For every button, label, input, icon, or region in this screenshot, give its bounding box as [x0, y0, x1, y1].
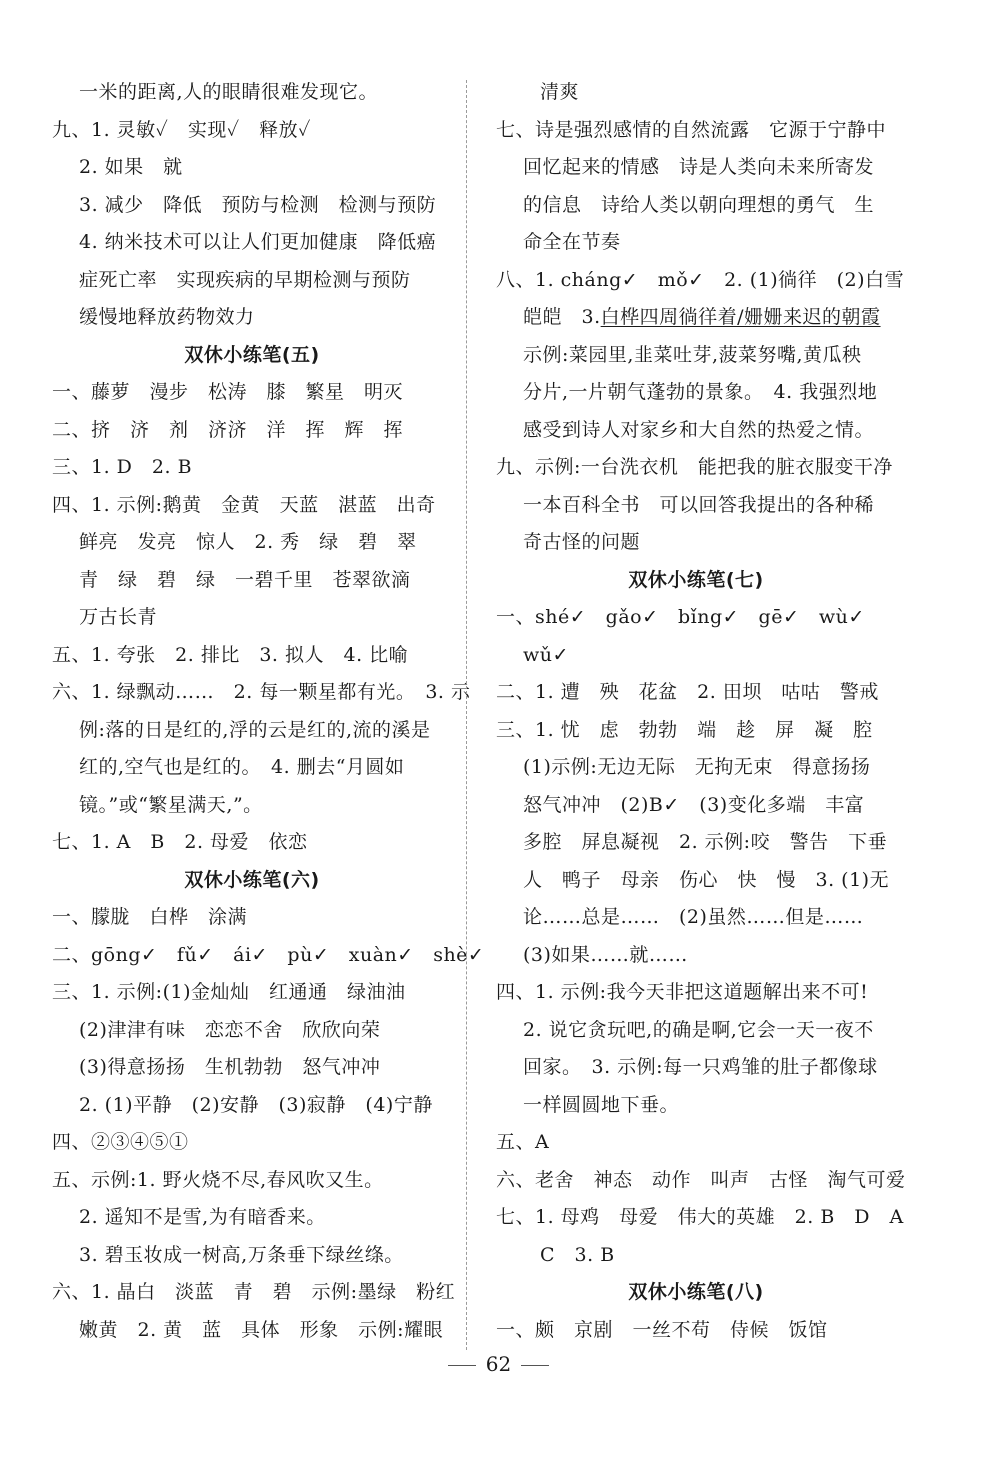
text-line: 九、示例:一台洗衣机 能把我的脏衣服变干净 [496, 456, 893, 478]
text-line: 的信息 诗给人类以朝向理想的勇气 生 [523, 193, 875, 216]
dash-right [521, 1365, 549, 1366]
text-line: 3. 碧玉妆成一树高,万条垂下绿丝绦。 [79, 1243, 404, 1266]
text-line: 红的,空气也是红的。 4. 删去“月圆如 [79, 756, 405, 778]
text-line [496, 299, 896, 337]
column-divider [466, 80, 467, 1350]
text-line: 怒气冲冲 (2)B✓ (3)变化多端 丰富 [523, 793, 865, 816]
text-line: 三、1. 忧 虑 勃勃 端 趁 屏 凝 腔 [496, 718, 873, 741]
text-line: 论……总是…… (2)虽然……但是…… [523, 906, 864, 928]
text-line: 万古长青 [79, 606, 158, 628]
text-line: 一米的距离,人的眼睛很难发现它。 [79, 81, 379, 103]
section-heading: 双休小练笔(五) [184, 343, 320, 366]
text-fragment: 皑皑 3. [523, 306, 601, 328]
text-line: 二、1. 遭 殃 花盆 2. 田坝 咕咕 警戒 [496, 681, 879, 703]
text-line: 鲜亮 发亮 惊人 2. 秀 绿 碧 翠 [79, 531, 417, 553]
text-line: 2. 说它贪玩吧,的确是啊,它会一天一夜不 [523, 1018, 874, 1041]
text-line: 清爽 [540, 81, 580, 103]
text-line: 镜。”或“繁星满天,”。 [79, 793, 263, 816]
text-line: 2. 如果 就 [79, 156, 183, 178]
section-heading: 双休小练笔(七) [628, 568, 764, 591]
text-line: 三、1. D 2. B [52, 456, 193, 478]
text-line: 命全在节奏 [523, 231, 621, 253]
text-line: 一本百科全书 可以回答我提出的各种稀 [523, 493, 875, 516]
text-line: 一、朦胧 白桦 涂满 [52, 906, 248, 928]
text-line: 缓慢地释放药物效力 [79, 306, 255, 328]
text-line: 分片,一片朝气蓬勃的景象。 4. 我强烈地 [523, 381, 878, 403]
text-line: 多腔 屏息凝视 2. 示例:咬 警告 下垂 [523, 831, 888, 853]
text-line: 二、gōng✓ fǔ✓ ái✓ pù✓ xuàn✓ shè✓ [52, 943, 485, 966]
text-line: 4. 纳米技术可以让人们更加健康 降低癌 [79, 231, 437, 253]
text-line: 奇古怪的问题 [523, 531, 641, 553]
text-line: (3)如果……就…… [523, 943, 688, 966]
text-line: (1)示例:无边无际 无拘无束 得意扬扬 [523, 756, 871, 778]
text-line: 例:落的日是红的,浮的云是红的,流的溪是 [79, 718, 431, 741]
section-heading: 双休小练笔(八) [628, 1281, 764, 1303]
underlined-answer: 白桦四周徜徉着/姗姗来迟的朝霞 [600, 306, 881, 328]
text-line: 嫩黄 2. 黄 蓝 具体 形象 示例:耀眼 [79, 1318, 444, 1341]
left-column [52, 74, 485, 1349]
text-line: 人 鸭子 母亲 伤心 快 慢 3. (1)无 [523, 868, 890, 891]
text-line: 青 绿 碧 绿 一碧千里 苍翠欲滴 [79, 568, 411, 591]
text-line: 五、示例:1. 野火烧不尽,春风吹又生。 [52, 1168, 384, 1191]
section-heading: 双休小练笔(六) [184, 868, 320, 891]
text-line: (3)得意扬扬 生机勃勃 怒气冲冲 [79, 1056, 381, 1078]
text-line: 四、②③④⑤① [52, 1131, 189, 1153]
text-line: 五、1. 夸张 2. 排比 3. 拟人 4. 比喻 [52, 643, 409, 666]
text-line: 症死亡率 实现疾病的早期检测与预防 [79, 268, 411, 291]
text-line: 七、诗是强烈感情的自然流露 它源于宁静中 [496, 118, 887, 141]
text-line: 回忆起来的情感 诗是人类向未来所寄发 [523, 156, 875, 178]
text-line: 感受到诗人对家乡和大自然的热爱之情。 [523, 418, 875, 441]
text-line: 2. 遥知不是雪,为有暗香来。 [79, 1206, 326, 1228]
text-line: 五、A [496, 1131, 550, 1153]
text-line: wǔ✓ [523, 643, 569, 666]
text-line: 七、1. A B 2. 母爱 依恋 [52, 831, 308, 853]
text-line: 回家。 3. 示例:每一只鸡雏的肚子都像球 [523, 1056, 878, 1078]
text-line: 一、shé✓ gǎo✓ bǐng✓ gē✓ wù✓ [496, 606, 865, 628]
text-line: 二、挤 济 剂 济济 洋 挥 辉 挥 [52, 418, 404, 441]
text-line: (2)津津有味 恋恋不舍 欣欣向荣 [79, 1018, 381, 1041]
text-line: 九、1. 灵敏✓ 实现✓ 释放✓ [52, 118, 311, 141]
text-line: 四、1. 示例:我今天非把这道题解出来不可! [496, 981, 869, 1003]
text-line: 一、藤萝 漫步 松涛 膝 繁星 明灭 [52, 381, 404, 403]
text-line: 六、老舍 神态 动作 叫声 古怪 淘气可爱 [496, 1168, 906, 1191]
text-line: 六、1. 晶白 淡蓝 青 碧 示例:墨绿 粉红 [52, 1281, 456, 1303]
text-line: 四、1. 示例:鹅黄 金黄 天蓝 湛蓝 出奇 [52, 493, 436, 516]
dash-left [448, 1365, 476, 1366]
text-line: 一样圆圆地下垂。 [523, 1093, 680, 1116]
page-number [0, 1352, 997, 1376]
text-line: 2. (1)平静 (2)安静 (3)寂静 (4)宁静 [79, 1093, 433, 1116]
text-line: C 3. B [540, 1243, 615, 1266]
text-line: 一、颇 京剧 一丝不苟 侍候 饭馆 [496, 1318, 828, 1341]
text-line: 示例:菜园里,韭菜吐芽,菠菜努嘴,黄瓜秧 [523, 343, 862, 366]
text-line: 七、1. 母鸡 母爱 伟大的英雄 2. B D A [496, 1206, 904, 1228]
text-line: 三、1. 示例:(1)金灿灿 红通通 绿油油 [52, 981, 406, 1003]
text-line: 3. 减少 降低 预防与检测 检测与预防 [79, 193, 437, 216]
page-number-text: 62 [485, 1352, 512, 1376]
text-line: 六、1. 绿飘动…… 2. 每一颗星都有光。 3. 示 [52, 681, 471, 703]
text-line: 八、1. cháng✓ mǒ✓ 2. (1)徜徉 (2)白雪 [496, 268, 905, 291]
right-column [496, 74, 906, 1349]
